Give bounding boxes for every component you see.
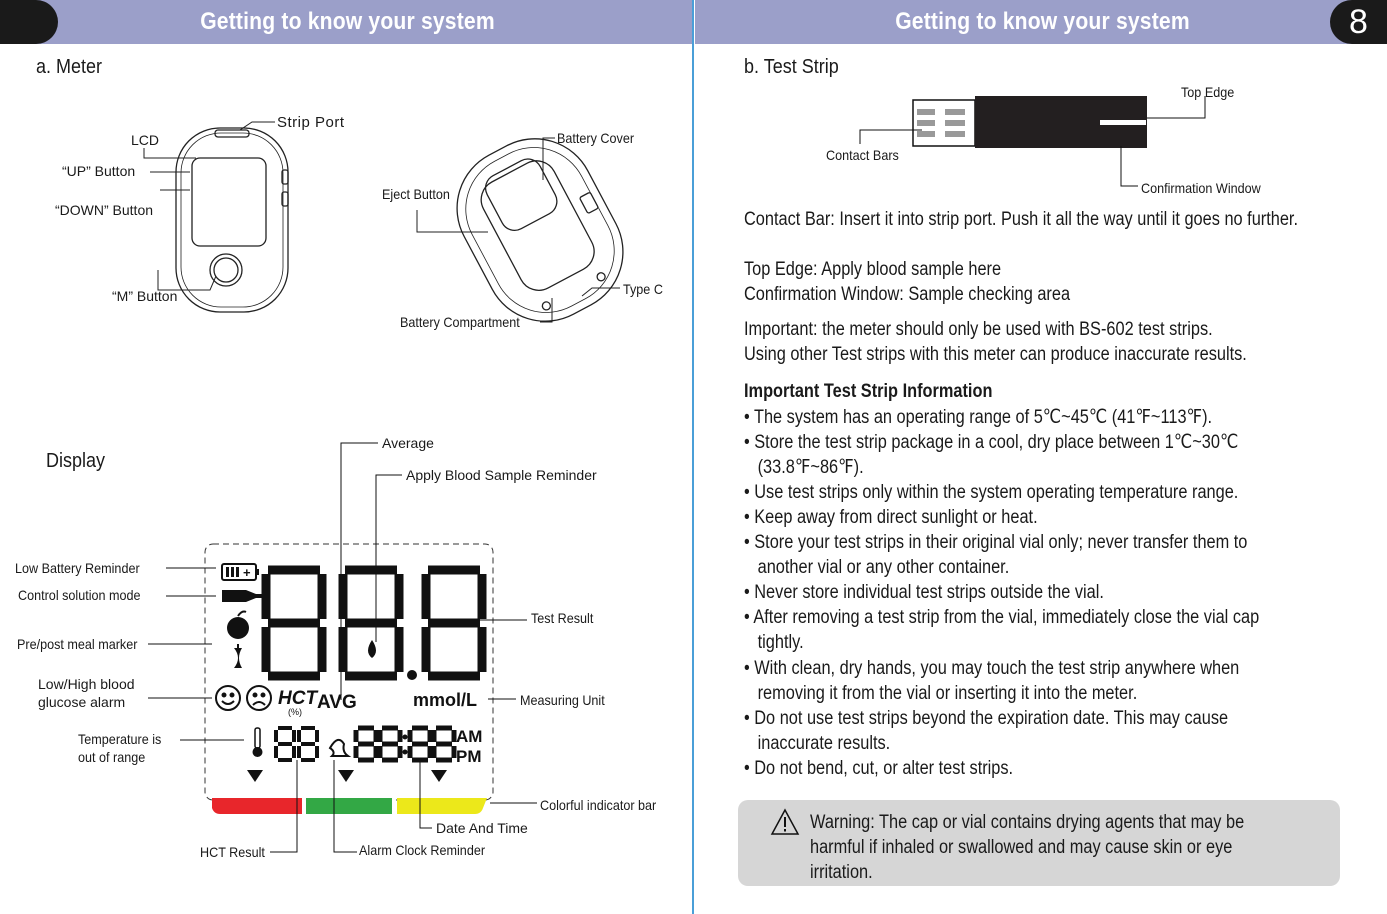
- meter-back-body: [436, 118, 644, 343]
- bullet-item: (33.8℉~86℉).: [744, 457, 864, 478]
- bullet-item: • The system has an operating range of 5℃~45℃ (41℉~113℉).: [744, 407, 1213, 428]
- svg-text:+: +: [243, 565, 251, 580]
- lcd-hct-digits: [276, 728, 317, 760]
- label-contact-bars: Contact Bars: [826, 147, 899, 163]
- left-page-tab: [0, 0, 58, 44]
- label-indicator-bar: Colorful indicator bar: [540, 797, 657, 813]
- bullet-item: • Store your test strips in their original vial only; never transfer them to: [744, 532, 1248, 553]
- info-heading: Important Test Strip Information: [744, 381, 993, 402]
- label-confirmation-window: Confirmation Window: [1141, 180, 1261, 196]
- label-control-solution: Control solution mode: [18, 587, 141, 603]
- bullet-item: • Keep away from direct sunlight or heat.: [744, 507, 1038, 528]
- page-number: 8: [1330, 0, 1387, 44]
- warning-line: harmful if inhaled or swallowed and may cause skin or eye: [810, 837, 1233, 858]
- indicator-arrow-yellow: [431, 770, 447, 782]
- contact-bar-text: Insert it into strip port. Push it all the way until it goes no further.: [834, 209, 1299, 230]
- label-lcd: LCD: [131, 132, 160, 148]
- bullet-item: • With clean, dry hands, you may touch the test strip anywhere when: [744, 658, 1240, 679]
- battery-icon: [222, 564, 259, 580]
- label-low-battery: Low Battery Reminder: [15, 560, 140, 576]
- bullet-item: • Do not use test strips beyond the expiration date. This may cause: [744, 708, 1229, 729]
- page-divider: [692, 0, 694, 914]
- label-date-time: Date And Time: [436, 820, 528, 836]
- label-temp-1: Temperature is: [78, 731, 162, 747]
- label-top-edge: Top Edge: [1181, 84, 1235, 100]
- indicator-bar-red: [212, 798, 302, 814]
- indicator-bar-yellow: [397, 798, 487, 814]
- meter-lcd-screen: [192, 158, 266, 246]
- smiley-icon: [216, 686, 240, 710]
- label-glucose-alarm-1: Low/High blood: [38, 676, 135, 692]
- warning-line: Warning: The cap or vial contains drying agents that may be: [810, 812, 1245, 833]
- sad-face-icon: [247, 686, 271, 710]
- meter-section-title: a. Meter: [36, 56, 103, 78]
- label-type-c: Type C: [623, 281, 663, 297]
- avg-text: AVG: [317, 692, 357, 713]
- warning-line: irritation.: [810, 862, 873, 883]
- label-measuring-unit: Measuring Unit: [520, 692, 605, 708]
- label-alarm-clock: Alarm Clock Reminder: [359, 842, 486, 858]
- label-test-result: Test Result: [531, 610, 594, 626]
- important-text-2: Using other Test strips with this meter can produce inaccurate results.: [744, 344, 1247, 365]
- thermometer-icon: [253, 728, 263, 757]
- bullet-item: removing it from the vial or inserting it into the meter.: [744, 683, 1138, 704]
- bullet-item: tightly.: [744, 632, 804, 653]
- strip-port-slot: [215, 130, 249, 137]
- apple-icon: [227, 612, 249, 640]
- alarm-bell-icon: [330, 740, 348, 756]
- label-average: Average: [382, 435, 434, 451]
- bullet-item: • Use test strips only within the system operating temperature range.: [744, 482, 1239, 503]
- bullet-item: • Store the test strip package in a cool, dry place between 1℃~30℃: [744, 432, 1239, 453]
- bullet-item: • After removing a test strip from the vial, immediately close the vial cap: [744, 607, 1260, 628]
- contact-bar-paragraph: [744, 209, 1387, 231]
- right-page-header: [695, 0, 1387, 44]
- label-hct-result: HCT Result: [200, 844, 265, 860]
- confirmation-text: Confirmation Window: Sample checking area: [744, 284, 1071, 305]
- apple-core-icon: [234, 644, 242, 668]
- right-header-title: Getting to know your system: [895, 8, 1190, 35]
- label-eject-button: Eject Button: [382, 186, 450, 202]
- am-text: AM: [456, 727, 483, 746]
- lcd-test-result-digits: [266, 570, 482, 676]
- label-temp-2: out of range: [78, 749, 146, 765]
- warning-text: [810, 810, 1315, 885]
- left-header-title: Getting to know your system: [200, 8, 495, 35]
- label-m-button: “M” Button: [112, 288, 178, 304]
- pm-text: PM: [456, 747, 482, 766]
- label-battery-cover: Battery Cover: [557, 130, 635, 146]
- left-page-header: [0, 0, 692, 44]
- label-apply-blood: Apply Blood Sample Reminder: [406, 467, 597, 483]
- indicator-bar-green: [306, 798, 392, 814]
- indicator-arrow-red: [247, 770, 263, 782]
- label-down-button: “DOWN” Button: [55, 202, 154, 218]
- strip-section-title: b. Test Strip: [744, 56, 839, 78]
- m-button-circle: [210, 254, 242, 286]
- control-solution-icon: [222, 590, 262, 602]
- bullet-item: • Do not bend, cut, or alter test strips.: [744, 758, 1014, 779]
- confirmation-window-mark: [1100, 120, 1146, 125]
- label-glucose-alarm-2: glucose alarm: [38, 694, 126, 710]
- bullet-item: another vial or any other container.: [744, 557, 1010, 578]
- bullet-item: • Never store individual test strips outside the vial.: [744, 582, 1104, 603]
- unit-text: mmol/L: [413, 690, 478, 710]
- label-battery-compartment: Battery Compartment: [400, 314, 520, 330]
- top-edge-text: Top Edge: Apply blood sample here: [744, 259, 1002, 280]
- indicator-arrow-green: [338, 770, 354, 782]
- label-strip-port: Strip Port: [277, 114, 345, 131]
- bullet-item: inaccurate results.: [744, 733, 891, 754]
- blood-drop-icon: [368, 640, 376, 658]
- important-text-1: Important: the meter should only be used with BS-602 test strips.: [744, 319, 1213, 340]
- warning-triangle-icon: [770, 808, 800, 836]
- hct-text: HCT: [278, 688, 318, 709]
- label-meal-marker: Pre/post meal marker: [17, 636, 138, 652]
- display-section-title: Display: [46, 450, 106, 472]
- warning-box: [738, 800, 1340, 886]
- label-up-button: “UP” Button: [62, 163, 136, 179]
- decimal-point: [407, 670, 417, 680]
- lcd-time-digits: [356, 728, 454, 760]
- hct-unit-text: (%): [288, 707, 302, 717]
- contact-bar-label: Contact Bar:: [744, 209, 835, 230]
